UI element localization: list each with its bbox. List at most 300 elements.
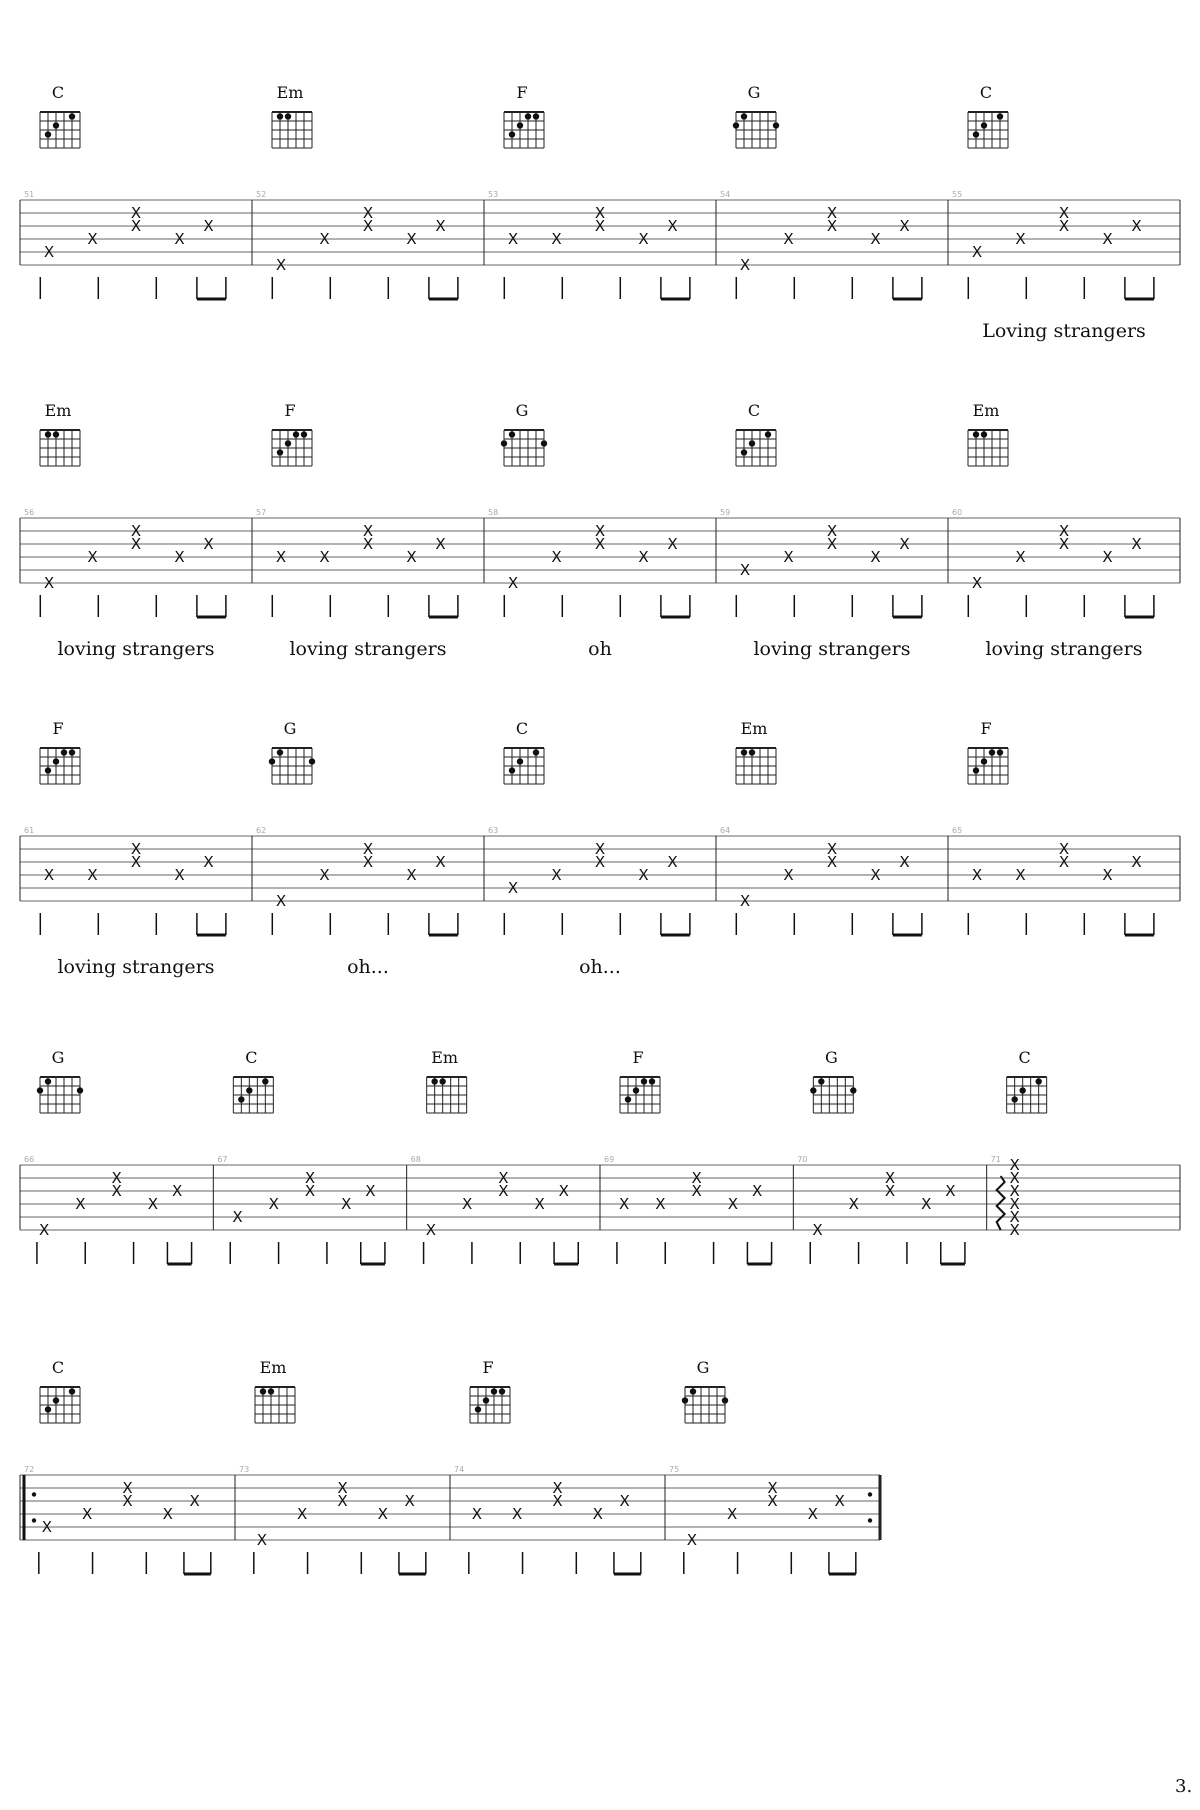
chord-dot bbox=[45, 1078, 51, 1084]
measure-number: 73 bbox=[239, 1465, 250, 1474]
chord-dot bbox=[749, 749, 755, 755]
measure-number: 67 bbox=[217, 1155, 228, 1164]
tab-note: X bbox=[341, 1195, 352, 1213]
measure-number: 63 bbox=[488, 826, 499, 835]
chord-dot bbox=[525, 113, 531, 119]
chord-dot bbox=[690, 1388, 696, 1394]
chord-dot bbox=[499, 1388, 505, 1394]
measure-53 bbox=[488, 83, 690, 299]
tab-note: X bbox=[638, 230, 649, 248]
chord-diagram bbox=[40, 112, 80, 148]
tab-note: X bbox=[498, 1169, 509, 1187]
measure-number: 69 bbox=[604, 1155, 615, 1164]
tab-note: X bbox=[686, 1531, 698, 1549]
tab-note: X bbox=[203, 535, 214, 553]
tab-note: X bbox=[1131, 853, 1142, 871]
chord-diagram bbox=[736, 748, 776, 784]
chord-name: Em bbox=[972, 401, 1000, 420]
measure-number: 75 bbox=[669, 1465, 680, 1474]
chord-diagram bbox=[733, 112, 779, 148]
chord-dot bbox=[53, 122, 59, 128]
chord-dot bbox=[475, 1406, 481, 1412]
chord-name: Em bbox=[44, 401, 72, 420]
chord-name: F bbox=[980, 719, 992, 738]
tab-note: X bbox=[304, 1169, 316, 1187]
tab-note: X bbox=[43, 574, 55, 592]
repeat-dot bbox=[868, 1492, 872, 1496]
tab-note: X bbox=[362, 840, 374, 858]
lyric-text: loving strangers bbox=[985, 638, 1143, 660]
chord-name: F bbox=[52, 719, 64, 738]
tab-note: X bbox=[691, 1182, 702, 1200]
chord-dot bbox=[541, 440, 547, 446]
tab-note: X bbox=[174, 230, 185, 248]
tab-note: X bbox=[807, 1505, 818, 1523]
tab-note: X bbox=[406, 230, 417, 248]
chord-dot bbox=[981, 122, 987, 128]
tab-note: X bbox=[1009, 1195, 1020, 1213]
measure-69 bbox=[604, 1048, 772, 1264]
tab-note: X bbox=[39, 1221, 50, 1239]
tab-note: X bbox=[319, 548, 330, 566]
tab-note: X bbox=[75, 1195, 86, 1213]
tab-note: X bbox=[87, 548, 98, 566]
lyric-text: oh... bbox=[347, 956, 389, 978]
tab-note: X bbox=[638, 548, 649, 566]
chord-dot bbox=[997, 749, 1003, 755]
tab-note: X bbox=[122, 1492, 133, 1510]
system-4 bbox=[20, 1048, 1180, 1264]
tab-note: X bbox=[1058, 217, 1070, 235]
chord-dot bbox=[649, 1078, 655, 1084]
chord-name: G bbox=[824, 1048, 838, 1067]
chord-diagram bbox=[1007, 1077, 1047, 1113]
chord-name: Em bbox=[431, 1048, 459, 1067]
tab-note: X bbox=[727, 1505, 738, 1523]
chord-name: G bbox=[696, 1358, 710, 1377]
tab-note: X bbox=[1009, 1208, 1020, 1226]
chord-dot bbox=[625, 1096, 631, 1102]
chord-dot bbox=[818, 1078, 824, 1084]
tab-note: X bbox=[435, 217, 446, 235]
chord-dot bbox=[269, 758, 275, 764]
chord-dot bbox=[262, 1078, 268, 1084]
chord-dot bbox=[45, 431, 51, 437]
tab-note: X bbox=[461, 1195, 473, 1213]
tab-note: X bbox=[203, 217, 214, 235]
chord-dot bbox=[45, 767, 51, 773]
tab-note: X bbox=[41, 1518, 53, 1536]
measure-67 bbox=[217, 1048, 385, 1264]
lyric-text: oh bbox=[588, 638, 612, 660]
page-number: 3. bbox=[1175, 1776, 1193, 1797]
tab-note: X bbox=[130, 204, 142, 222]
tab-note: X bbox=[304, 1182, 316, 1200]
tab-note: X bbox=[884, 1182, 896, 1200]
measure-number: 55 bbox=[952, 190, 963, 199]
tab-note: X bbox=[767, 1492, 778, 1510]
tab-note: X bbox=[1009, 1156, 1020, 1174]
chord-dot bbox=[533, 749, 539, 755]
chord-dot bbox=[277, 749, 283, 755]
tab-note: X bbox=[362, 522, 374, 540]
tab-note: X bbox=[594, 853, 606, 871]
repeat-dot bbox=[32, 1492, 36, 1496]
tab-note: X bbox=[232, 1208, 243, 1226]
tab-note: X bbox=[43, 866, 55, 884]
chord-dot bbox=[260, 1388, 266, 1394]
chord-diagram bbox=[682, 1387, 728, 1423]
measure-64 bbox=[720, 719, 922, 935]
tab-note: X bbox=[297, 1505, 308, 1523]
tab-note: X bbox=[783, 548, 794, 566]
tab-note: X bbox=[498, 1182, 509, 1200]
measure-71 bbox=[991, 1048, 1047, 1239]
tab-note: X bbox=[1009, 1221, 1020, 1239]
chord-name: C bbox=[747, 401, 761, 420]
tab-note: X bbox=[921, 1195, 932, 1213]
lyric-text: loving strangers bbox=[753, 638, 911, 660]
tab-note: X bbox=[812, 1221, 823, 1239]
chord-dot bbox=[749, 440, 755, 446]
chord-dot bbox=[773, 122, 779, 128]
tab-note: X bbox=[1009, 1169, 1020, 1187]
tab-note: X bbox=[130, 217, 142, 235]
chord-name: F bbox=[632, 1048, 644, 1067]
tab-note: X bbox=[971, 243, 983, 261]
chord-dot bbox=[77, 1087, 83, 1093]
tab-note: X bbox=[848, 1195, 859, 1213]
tab-note: X bbox=[945, 1182, 956, 1200]
measure-number: 51 bbox=[24, 190, 35, 199]
tab-note: X bbox=[275, 256, 287, 274]
chord-diagram bbox=[620, 1077, 660, 1113]
chord-dot bbox=[973, 131, 979, 137]
tab-note: X bbox=[174, 866, 185, 884]
chord-dot bbox=[989, 749, 995, 755]
tab-note: X bbox=[594, 840, 606, 858]
tab-note: X bbox=[884, 1169, 896, 1187]
chord-dot bbox=[981, 758, 987, 764]
measure-75 bbox=[669, 1358, 872, 1574]
tab-note: X bbox=[767, 1479, 778, 1497]
tab-note: X bbox=[406, 866, 417, 884]
tab-note: X bbox=[739, 256, 751, 274]
tab-note: X bbox=[471, 1505, 483, 1523]
measure-number: 65 bbox=[952, 826, 963, 835]
chord-dot bbox=[483, 1397, 489, 1403]
tab-note: X bbox=[971, 866, 983, 884]
tab-note: X bbox=[594, 217, 606, 235]
repeat-dot bbox=[32, 1518, 36, 1522]
chord-name: C bbox=[51, 1358, 65, 1377]
chord-dot bbox=[641, 1078, 647, 1084]
tab-note: X bbox=[551, 866, 562, 884]
tab-note: X bbox=[1058, 204, 1070, 222]
chord-diagram bbox=[968, 112, 1008, 148]
measure-number: 61 bbox=[24, 826, 35, 835]
measure-number: 53 bbox=[488, 190, 499, 199]
tab-note: X bbox=[667, 535, 678, 553]
chord-diagram bbox=[501, 430, 547, 466]
chord-dot bbox=[246, 1087, 252, 1093]
tab-note: X bbox=[826, 204, 838, 222]
chord-dot bbox=[733, 122, 739, 128]
chord-dot bbox=[238, 1096, 244, 1102]
tab-note: X bbox=[1058, 535, 1070, 553]
chord-dot bbox=[69, 1388, 75, 1394]
chord-dot bbox=[973, 431, 979, 437]
tab-note: X bbox=[406, 548, 417, 566]
tab-note: X bbox=[203, 853, 214, 871]
chord-dot bbox=[501, 440, 507, 446]
tab-note: X bbox=[1015, 866, 1026, 884]
tab-note: X bbox=[189, 1492, 200, 1510]
chord-dot bbox=[45, 131, 51, 137]
chord-dot bbox=[850, 1087, 856, 1093]
tab-note: X bbox=[275, 892, 287, 910]
tab-note: X bbox=[377, 1505, 388, 1523]
chord-dot bbox=[765, 431, 771, 437]
chord-dot bbox=[633, 1087, 639, 1093]
chord-diagram bbox=[233, 1077, 273, 1113]
tab-note: X bbox=[435, 853, 446, 871]
chord-diagram bbox=[810, 1077, 856, 1113]
strum-arrow bbox=[997, 1176, 1005, 1230]
chord-dot bbox=[509, 131, 515, 137]
tab-note: X bbox=[111, 1182, 122, 1200]
chord-dot bbox=[682, 1397, 688, 1403]
tab-note: X bbox=[425, 1221, 436, 1239]
lyric-text: loving strangers bbox=[57, 638, 215, 660]
chord-diagram bbox=[40, 430, 80, 466]
tab-note: X bbox=[739, 892, 751, 910]
measure-68 bbox=[411, 1048, 579, 1264]
measure-number: 66 bbox=[24, 1155, 35, 1164]
measure-51 bbox=[24, 83, 226, 299]
chord-diagram bbox=[269, 748, 315, 784]
tab-note: X bbox=[512, 1505, 523, 1523]
repeat-dot bbox=[868, 1518, 872, 1522]
tab-note: X bbox=[667, 853, 678, 871]
chord-dot bbox=[293, 431, 299, 437]
tab-note: X bbox=[365, 1182, 376, 1200]
chord-dot bbox=[517, 122, 523, 128]
lyric-text: oh... bbox=[579, 956, 621, 978]
chord-diagram bbox=[968, 748, 1008, 784]
chord-diagram bbox=[470, 1387, 510, 1423]
chord-dot bbox=[277, 113, 283, 119]
system-5 bbox=[20, 1358, 880, 1574]
chord-name: Em bbox=[276, 83, 304, 102]
measure-66 bbox=[24, 1048, 192, 1264]
lyric-text: loving strangers bbox=[57, 956, 215, 978]
chord-dot bbox=[53, 758, 59, 764]
tab-note: X bbox=[43, 243, 55, 261]
tab-note: X bbox=[256, 1531, 268, 1549]
chord-dot bbox=[69, 749, 75, 755]
tab-note: X bbox=[507, 230, 519, 248]
tab-note: X bbox=[87, 230, 98, 248]
tab-note: X bbox=[1102, 548, 1113, 566]
tab-note: X bbox=[751, 1182, 763, 1200]
system-2 bbox=[20, 401, 1180, 660]
measure-number: 68 bbox=[410, 1155, 421, 1164]
tab-note: X bbox=[268, 1195, 279, 1213]
tab-note: X bbox=[594, 522, 606, 540]
chord-dot bbox=[509, 767, 515, 773]
chord-dot bbox=[741, 449, 747, 455]
tab-note: X bbox=[174, 548, 185, 566]
tab-note: X bbox=[130, 522, 142, 540]
lyric-text: Loving strangers bbox=[982, 320, 1146, 342]
measure-54 bbox=[720, 83, 922, 299]
tab-note: X bbox=[130, 853, 142, 871]
tab-note: X bbox=[870, 866, 881, 884]
tab-note: X bbox=[162, 1505, 173, 1523]
chord-dot bbox=[37, 1087, 43, 1093]
chord-dot bbox=[285, 113, 291, 119]
tab-note: X bbox=[171, 1182, 183, 1200]
tab-note: X bbox=[727, 1195, 739, 1213]
system-1 bbox=[20, 83, 1180, 342]
tab-note: X bbox=[337, 1492, 348, 1510]
tab-note: X bbox=[87, 866, 98, 884]
chord-diagram bbox=[736, 430, 776, 466]
tab-note: X bbox=[82, 1505, 93, 1523]
tab-note: X bbox=[834, 1492, 845, 1510]
measure-number: 64 bbox=[720, 826, 731, 835]
chord-name: C bbox=[245, 1048, 258, 1067]
measure-number: 57 bbox=[256, 508, 267, 517]
measure-number: 70 bbox=[797, 1155, 808, 1164]
chord-dot bbox=[810, 1087, 816, 1093]
measure-73 bbox=[239, 1358, 426, 1574]
measure-number: 60 bbox=[952, 508, 963, 517]
tab-note: X bbox=[691, 1169, 702, 1187]
chord-name: F bbox=[516, 83, 528, 102]
tab-note: X bbox=[558, 1182, 569, 1200]
system-3 bbox=[20, 719, 1180, 978]
tab-note: X bbox=[655, 1195, 666, 1213]
measure-number: 56 bbox=[24, 508, 35, 517]
measure-72 bbox=[24, 1358, 211, 1574]
tab-note: X bbox=[899, 853, 910, 871]
chord-diagram bbox=[255, 1387, 295, 1423]
tab-note: X bbox=[739, 561, 751, 579]
chord-name: F bbox=[482, 1358, 494, 1377]
chord-name: F bbox=[284, 401, 296, 420]
tab-note: X bbox=[1131, 535, 1142, 553]
tab-note: X bbox=[1102, 230, 1113, 248]
chord-name: Em bbox=[259, 1358, 287, 1377]
chord-diagram bbox=[968, 430, 1008, 466]
tab-note: X bbox=[826, 522, 838, 540]
measure-number: 52 bbox=[256, 190, 267, 199]
chord-name: C bbox=[515, 719, 529, 738]
tab-note: X bbox=[826, 853, 838, 871]
tab-note: X bbox=[435, 535, 446, 553]
chord-diagram bbox=[40, 748, 80, 784]
tab-note: X bbox=[362, 535, 374, 553]
chord-dot bbox=[509, 431, 515, 437]
tab-note: X bbox=[826, 840, 838, 858]
tab-note: X bbox=[534, 1195, 545, 1213]
tab-note: X bbox=[507, 879, 519, 897]
tab-note: X bbox=[783, 230, 794, 248]
chord-name: G bbox=[283, 719, 297, 738]
tab-note: X bbox=[783, 866, 794, 884]
chord-name: Em bbox=[740, 719, 768, 738]
tab-note: X bbox=[362, 853, 374, 871]
chord-dot bbox=[997, 113, 1003, 119]
tab-note: X bbox=[111, 1169, 122, 1187]
tab-note: X bbox=[362, 217, 374, 235]
tab-note: X bbox=[619, 1195, 630, 1213]
tab-note: X bbox=[899, 217, 910, 235]
measure-number: 54 bbox=[720, 190, 731, 199]
tab-note: X bbox=[870, 230, 881, 248]
tab-note: X bbox=[130, 535, 142, 553]
chord-diagram bbox=[272, 430, 312, 466]
tab-note: X bbox=[1058, 522, 1070, 540]
tab-note: X bbox=[552, 1479, 563, 1497]
chord-diagram bbox=[504, 748, 544, 784]
chord-dot bbox=[1019, 1087, 1025, 1093]
tab-note: X bbox=[130, 840, 142, 858]
measure-65 bbox=[952, 719, 1154, 935]
tab-note: X bbox=[1058, 840, 1070, 858]
lyric-text: loving strangers bbox=[289, 638, 447, 660]
chord-name: G bbox=[515, 401, 529, 420]
chord-dot bbox=[61, 749, 67, 755]
tab-note: X bbox=[619, 1492, 630, 1510]
chord-name: C bbox=[979, 83, 993, 102]
chord-dot bbox=[45, 1406, 51, 1412]
tab-note: X bbox=[275, 548, 287, 566]
tab-note: X bbox=[337, 1479, 348, 1497]
tab-note: X bbox=[1009, 1182, 1020, 1200]
chord-dot bbox=[268, 1388, 274, 1394]
chord-diagram bbox=[272, 112, 312, 148]
tab-note: X bbox=[1131, 217, 1142, 235]
tab-note: X bbox=[667, 217, 678, 235]
measure-number: 62 bbox=[256, 826, 267, 835]
chord-name: G bbox=[51, 1048, 65, 1067]
measure-70 bbox=[797, 1048, 965, 1264]
tab-note: X bbox=[594, 535, 606, 553]
tab-note: X bbox=[826, 535, 838, 553]
chord-dot bbox=[973, 767, 979, 773]
measure-number: 59 bbox=[720, 508, 731, 517]
tab-note: X bbox=[147, 1195, 159, 1213]
tab-note: X bbox=[551, 548, 562, 566]
tab-note: X bbox=[870, 548, 881, 566]
chord-dot bbox=[491, 1388, 497, 1394]
tab-note: X bbox=[1102, 866, 1113, 884]
chord-name: C bbox=[51, 83, 65, 102]
tab-note: X bbox=[1058, 853, 1070, 871]
chord-dot bbox=[53, 1397, 59, 1403]
measure-number: 71 bbox=[990, 1155, 1001, 1164]
chord-diagram bbox=[427, 1077, 467, 1113]
chord-dot bbox=[1035, 1078, 1041, 1084]
tab-note: X bbox=[551, 230, 562, 248]
chord-diagram bbox=[504, 112, 544, 148]
chord-dot bbox=[53, 431, 59, 437]
measure-52 bbox=[256, 83, 458, 299]
tab-note: X bbox=[826, 217, 838, 235]
